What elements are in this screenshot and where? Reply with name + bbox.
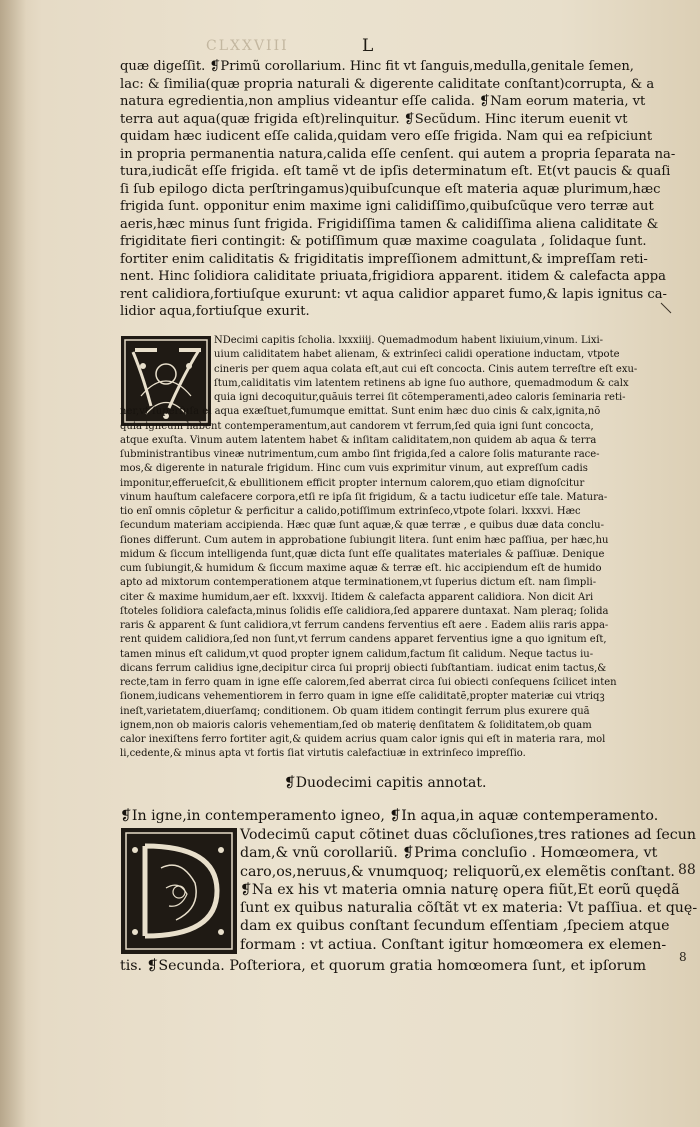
text-line: ſubministrantibus vineæ nutrimentum,cum ambo ſint frigida,ſed a calore ſolis maturante race- [120,449,600,460]
section-heading: ❡Duodecimi capitis annotat. [284,775,487,791]
text-line: ſi ſub epilogo dicta perſtringamus)quibuſcunque eſt materia aquæ plurimum,hæc [120,181,661,197]
text-line: ineſt,varietatem,diuerſamq; conditionem. Ob quam itidem contingit ferrum plus exurere quã [120,705,590,717]
text-line: tis. ❡Secunda. Poſteriora, et quorum gratia homœomera ſunt, et ipſorum [120,958,647,974]
text-line: atque exuſta. Vinum autem latentem habet & inſitam caliditatem,non quidem ab aqua & terra [120,434,597,446]
text-line: ſtum,caliditatis vim latentem retinens ab igne ſuo authore, quemadmodum & calx [214,377,629,389]
text-line: apto ad mixtorum contemperationem atque terminationem,vt ſuperius dictum eſt. nam ſimpli- [120,577,597,589]
text-line: ſunt ex quibus naturalia cõſtãt vt ex materia: Vt paſſiua. et quę- [240,900,698,917]
text-line: imponitur,efferueſcit,& ebullitionem efficit propter internum calorem,quo etiam dignoſcitur [120,477,585,489]
text-line: cineris per quem aqua colata eſt,aut cui eſt concocta. Cinis autem terreſtre eſt exu- [214,363,638,375]
text-line: raris & apparent & ſunt calidiora,vt ferrum candens ferventius eſt aere . Eadem aliis raris appa- [120,620,609,631]
text-line: aeris,hæc minus ſunt frigida. Frigidiſſima tamen & calidiſſima aliena caliditate & [120,216,659,232]
sub-heading: ❡In igne,in contemperamento igneo, ❡In aqua,in aquæ contemperamento. [120,808,659,824]
text-line: lac: & ſimilia(quæ propria naturali & digerente caliditate conſtant)corrupta, & a [120,76,655,92]
margin-tick-icon [659,301,673,315]
chapter-text-block [240,826,697,954]
text-line: ſtoteles ſolidiora calefacta,minus ſolidis eſſe calidiora,ſed apparere duntaxat. Nam pleraq; ſolida [120,605,609,617]
text-line: quia igneum habent contemperamentum,aut candorem vt ferrum,ſed quia igni ſunt concocta, [120,420,594,432]
text-line: caro,os,neruus,& vnumquoq; reliquorũ,ex elemẽtis conſtant. [240,863,675,880]
text-line: frigida ſunt. opponitur enim maxime igni calidiſſimo,quibuſcũque vero terræ aut [120,199,654,214]
text-line: quæ digeſſit. ❡Primũ corollarium. Hinc fit vt ſanguis,medulla,genitale ſemen, [120,59,634,74]
text-line: mos,& digerente in naturale frigidum. Hinc cum vuis exprimitur vinum, aut expreſſum cadis [120,463,588,475]
text-line: li,cedente,& minus apta vt fortis ſiat virtutis calefactiuæ in extrinſeco impreſſio. [120,748,526,760]
text-line: tamen minus eſt calidum,vt quod propter ignem calidum,factum ſit calidum. Neque tactus iu- [120,648,594,660]
text-line: tura,iudicãt eſſe frigida. eſt tamẽ vt de ipſis determinatum eſt. Et(vt paucis & quaſi [120,164,671,179]
main-text-block [120,58,676,321]
text-line: uium caliditatem habet alienam, & extrinſeci calidi operatione inductam, vtpote [214,349,620,361]
text-line: quia igni decoquitur,quãuis terrei ſit cõtemperamenti,adeo caloris ſeminaria reti- [214,392,626,403]
text-line: ❡Na ex his vt materia omnia naturę opera fiũt,Et eorũ quędã [240,881,680,898]
text-line: recte,tam in ferro quam in igne eſſe calorem,ſed aberrat circa ſui obiecti conſequens ſcilicet inten [120,677,617,688]
text-line: midum & ſiccum intelligenda ſunt,quæ dicta ſunt eſſe qualitates materiales & paſſiuæ. Denique [120,548,605,560]
folio-number: L [362,36,375,56]
bleed-through-text: CLXXVIII [206,38,289,54]
text-line: ner,vt ſuperfuſa ei aqua exæſtuet,fumumque emittat. Sunt enim hæc duo cinis & calx,ignita,nõ [120,406,601,418]
text-line: dicans ferrum calidius igne,decipitur circa ſui proprij obiecti ſubſtantiam. iudicat enim tactus,& [120,662,607,674]
text-line: dam ex quibus conſtant ſecundum eſſentiam ,ſpeciem atque [240,918,670,935]
text-line: ſecundum materiam accipienda. Hæc quæ ſunt aquæ,& quæ terræ , e quibus duæ data conclu- [120,520,604,532]
text-line: terra aut aqua(quæ frigida eſt)relinquitur. ❡Secũdum. Hinc iterum euenit vt [120,111,628,127]
text-line: rent calidiora,fortiuſque exurunt: vt aqua calidior apparet fumo,& lapis ignitus ca- [120,286,667,302]
margin-note: 88 [678,862,696,878]
text-line: ſiones differunt. Cum autem in approbatione ſubiungit litera. ſunt enim hæc paſſiua, per hæc,hu [120,534,609,546]
text-line: formam : vt actiua. Conſtant igitur homœomera ex elemen- [240,936,667,953]
text-line: citer & maxime humidum,aer eſt. lxxxvij. Itidem & calefacta apparent calidiora. Non dicit Ari [120,591,594,603]
text-line: quidam hæc iudicent eſſe calida,quidam vero eſſe frigida. Nam qui ea reſpiciunt [120,129,653,144]
text-line: tio enĩ omnis cõpletur & perficitur a calido,potiſſimum extrinſeco,vtpote ſolari. lxxxvi. Hæc [120,506,581,517]
margin-note: 8 [679,950,687,964]
text-line: lidior aqua,fortiuſque exurit. [120,304,310,319]
commentary-text-block [120,334,650,762]
text-line: frigiditate fieri contingit: & potiſſimum quæ maxime coagulata , ſolidaque ſunt. [120,234,647,249]
text-line: ignem,non ob maioris caloris vehementiam,ſed ob materię denſitatem & ſoliditatem,ob quam [120,719,592,731]
text-line: fortiter enim caliditatis & frigiditatis impreſſionem admittunt,& impreſſam reti- [120,251,648,267]
text-line: NDecimi capitis ſcholia. lxxxiiij. Quemadmodum habent lixiuium,vinum. Lixi- [214,335,604,346]
binding-shadow [0,0,26,1127]
text-line: nent. Hinc ſolidiora caliditate priuata,frigidiora apparent. itidem & calefacta appa [120,269,666,284]
text-line: dam,& vnũ corollariũ. ❡Prima concluſio . Homœomera, vt [240,845,658,862]
text-line: Vodecimũ caput cõtinet duas cõcluſiones,tres rationes ad ſecun [240,827,697,843]
text-line: in propria permanentia natura,calida eſſe cenſent. qui autem a propria ſeparata na- [120,146,676,162]
decorated-initial-d-icon [121,828,237,954]
text-line: rent quidem calidiora,ſed non ſunt,vt ferrum candens apparet ferventius igne a quo ignitum eſt, [120,634,607,646]
text-line: vinum hauſtum calefacere corpora,etſi re ipſa ſit frigidum, & a tactu iudicetur eſſe tale. Matura- [120,491,608,503]
text-line: ſionem,iudicans vehementiorem in ferro quam in igne eſſe caliditatẽ,propter materiæ cui vtriqꝫ [120,691,605,703]
text-line: natura egredientia,non amplius videantur eſſe calida. ❡Nam eorum materia, vt [120,94,646,109]
text-line: calor inexiſtens ferro fortiter agit,& quidem acrius quam calor ignis qui eſt in materia rara, mol [120,734,606,745]
text-line: cum ſubiungit,& humidum & ſiccum maxime aquæ & terræ eſt. hic accipiendum eſt de humido [120,563,602,574]
